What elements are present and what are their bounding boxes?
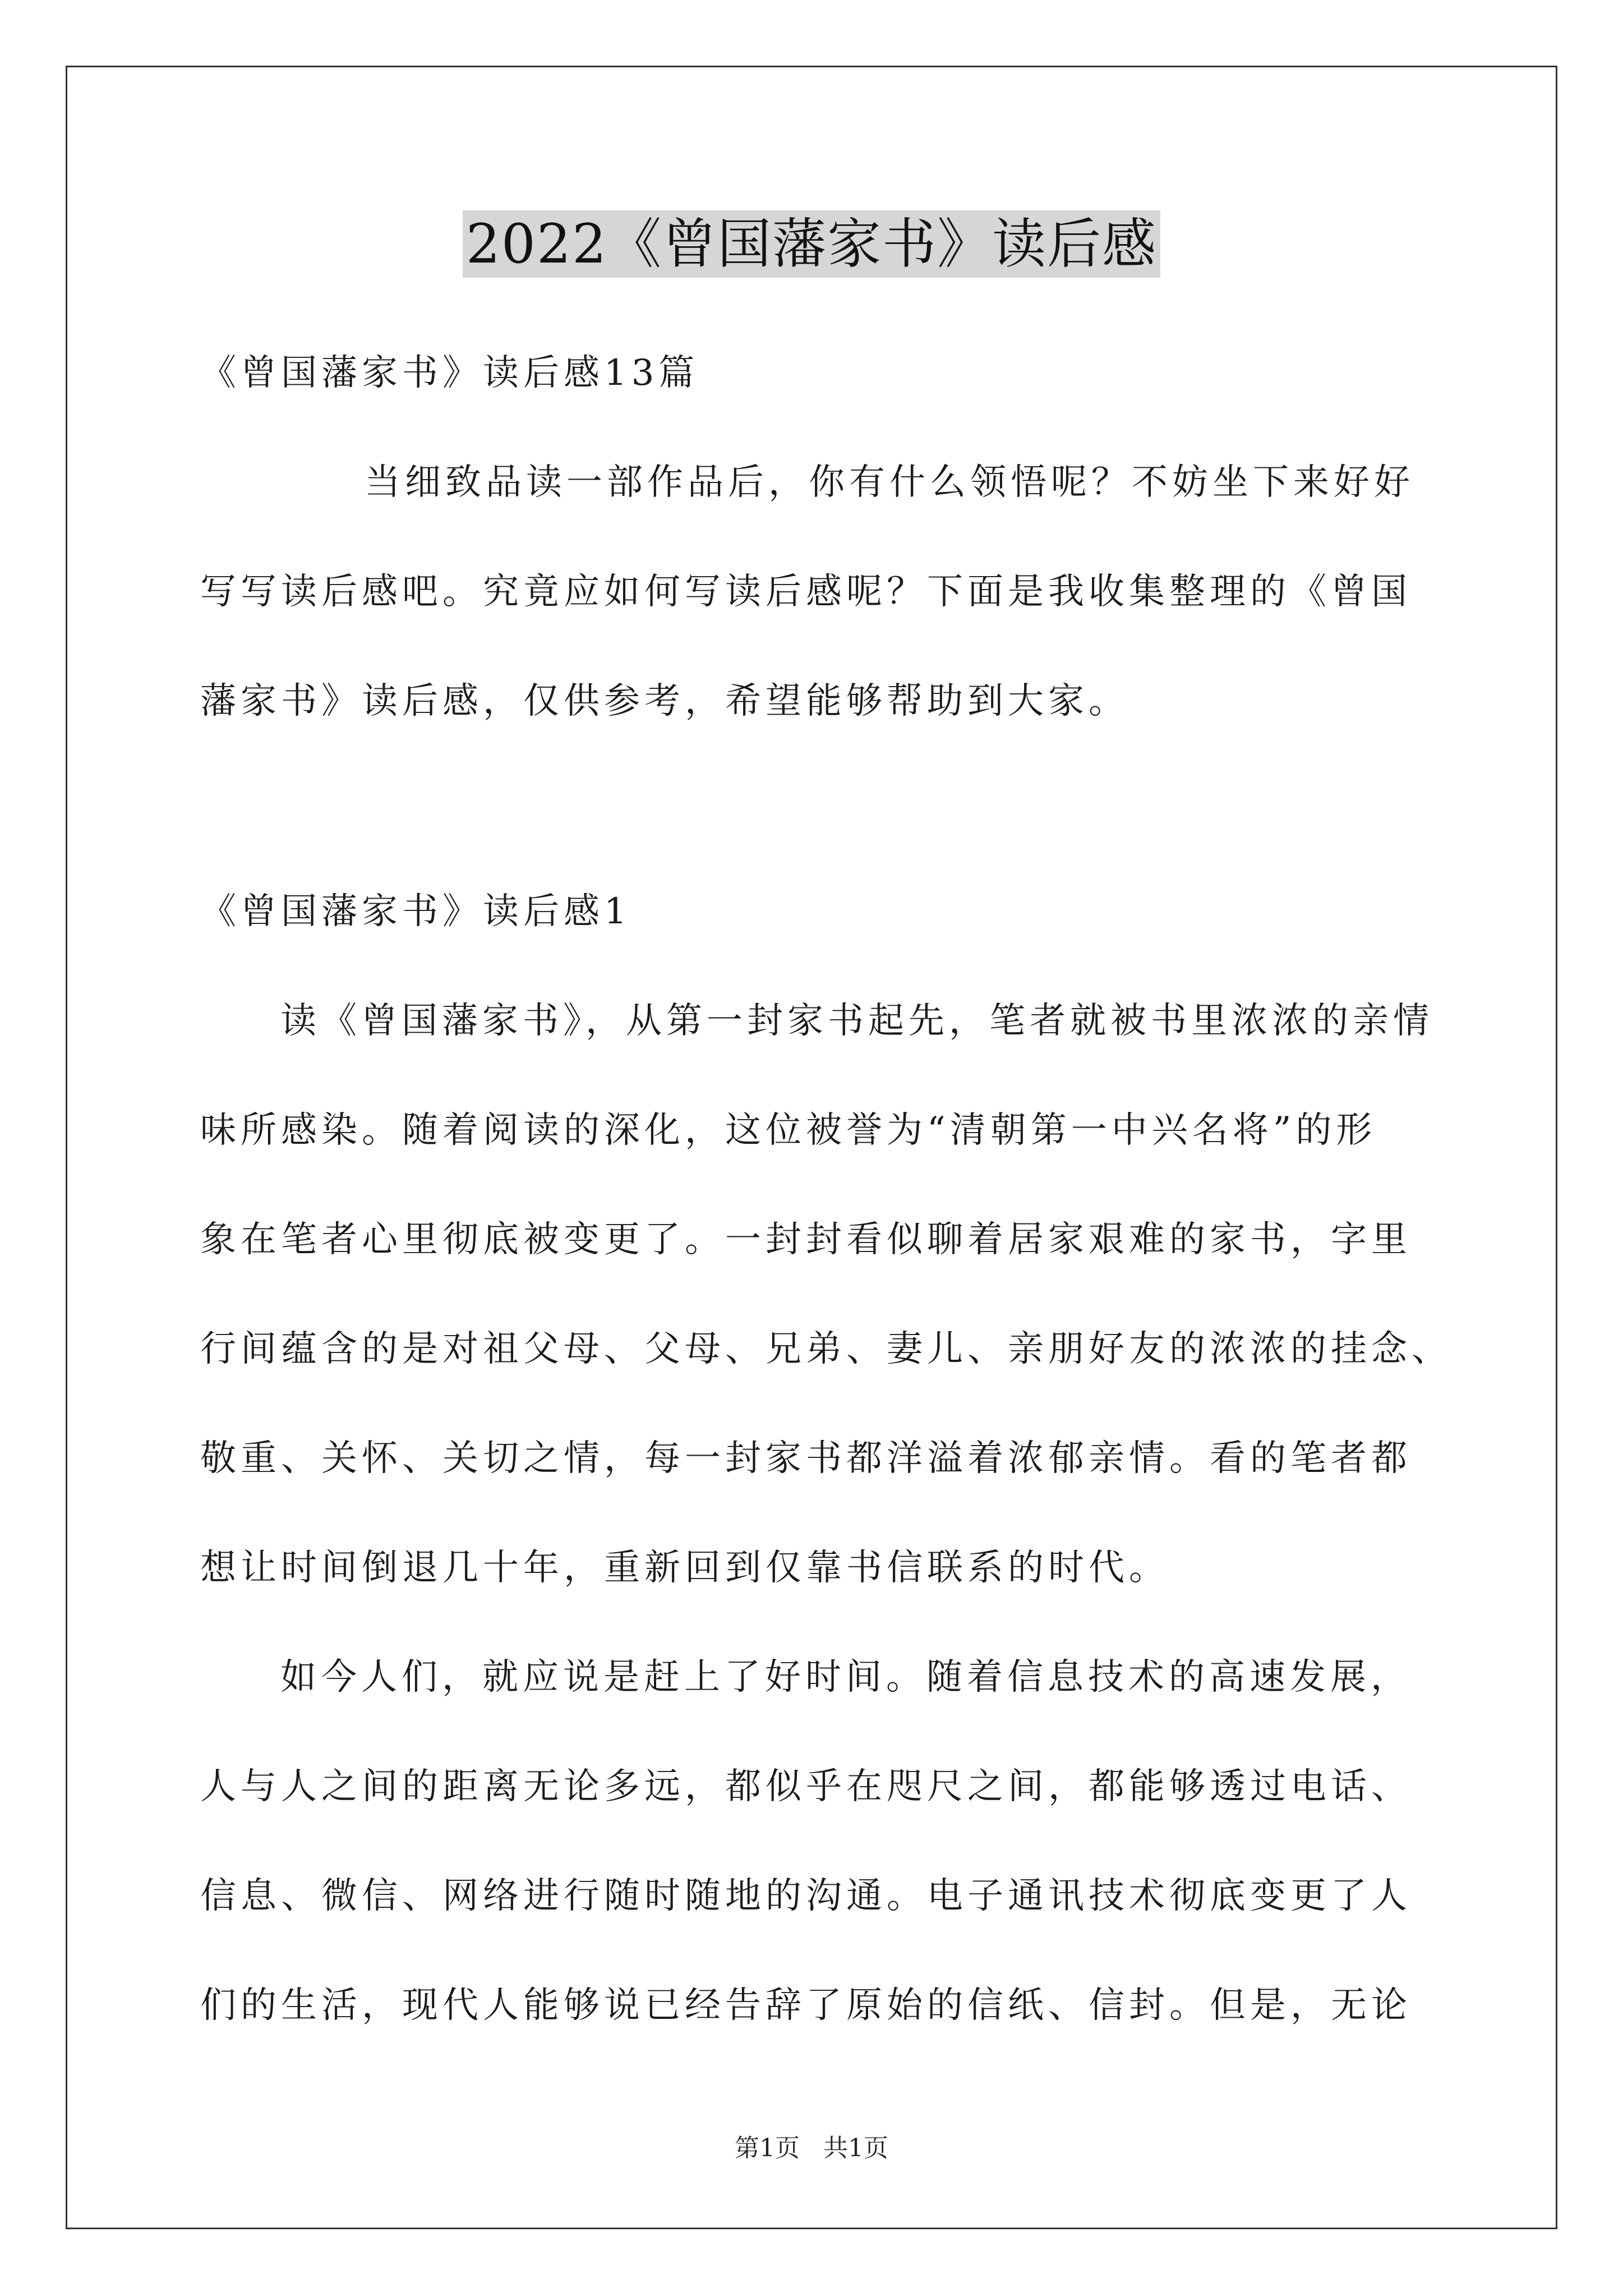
paragraph1-line-2: 味所感染。随着阅读的深化，这位被誉为“清朝第一中兴名将”的形 xyxy=(200,1110,1377,1151)
paragraph1-line-5: 敬重、关怀、关切之情，每一封家书都洋溢着浓郁亲情。看的笔者都 xyxy=(200,1438,1412,1479)
paragraph2-line-1: 如今人们，就应说是赶上了好时间。随着信息技术的高速发展， xyxy=(280,1657,1411,1698)
document-subtitle: 《曾国藩家书》读后感13篇 xyxy=(200,352,699,394)
intro-line-3: 藩家书》读后感，仅供参考，希望能够帮助到大家。 xyxy=(200,680,1129,722)
paragraph2-line-4: 们的生活，现代人能够说已经告辞了原始的信纸、信封。但是，无论 xyxy=(200,1985,1412,2026)
paragraph2-line-2: 人与人之间的距离无论多远，都似乎在咫尺之间，都能够透过电话、 xyxy=(200,1766,1412,1807)
paragraph1-line-6: 想让时间倒退几十年，重新回到仅靠书信联系的时代。 xyxy=(200,1547,1169,1589)
intro-line-2: 写写读后感吧。究竟应如何写读后感呢？下面是我收集整理的《曾国 xyxy=(200,571,1412,613)
page-footer: 第1页 共1页 xyxy=(735,2134,888,2162)
section-heading: 《曾国藩家书》读后感1 xyxy=(200,891,631,932)
paragraph1-line-4: 行间蕴含的是对祖父母、父母、兄弟、妻儿、亲朋好友的浓浓的挂念、 xyxy=(200,1328,1452,1370)
paragraph1-line-1: 读《曾国藩家书》，从第一封家书起先，笔者就被书里浓浓的亲情 xyxy=(280,1000,1433,1042)
intro-line-1: 当细致品读一部作品后，你有什么领悟呢？不妨坐下来好好 xyxy=(365,462,1414,503)
paragraph2-line-3: 信息、微信、网络进行随时随地的沟通。电子通讯技术彻底变更了人 xyxy=(200,1875,1412,1917)
title-container xyxy=(0,210,1623,278)
document-title: 2022《曾国藩家书》读后感 xyxy=(463,210,1160,278)
paragraph1-line-3: 象在笔者心里彻底被变更了。一封封看似聊着居家艰难的家书，字里 xyxy=(200,1219,1412,1260)
